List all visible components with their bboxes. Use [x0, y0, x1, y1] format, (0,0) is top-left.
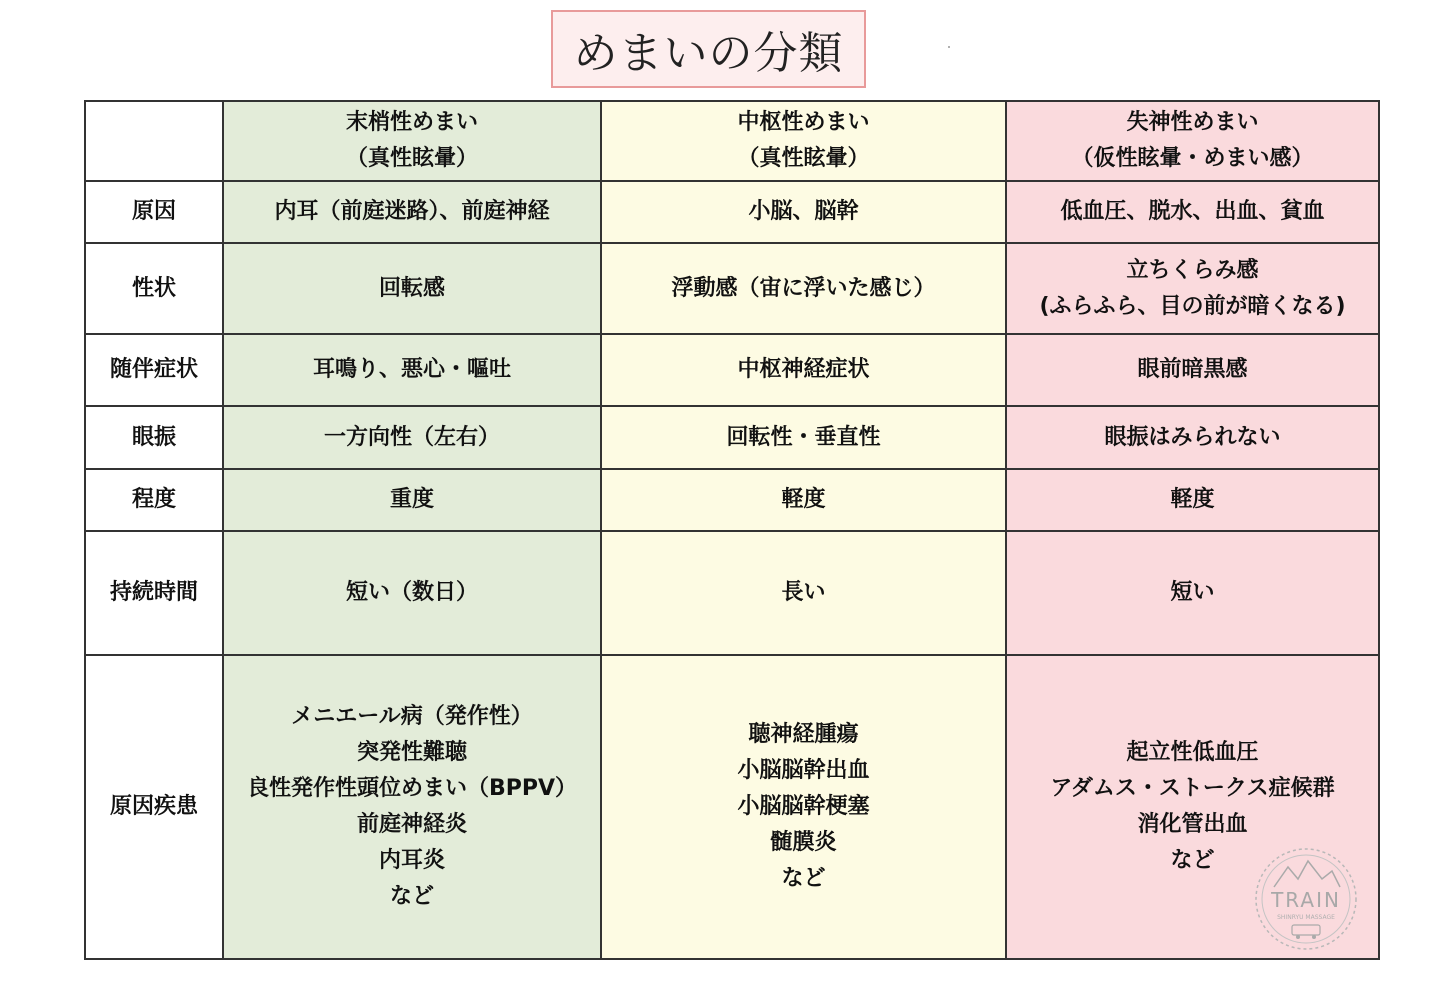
table-cell	[1006, 531, 1379, 655]
cell-line: 短い	[1170, 580, 1215, 605]
table-row	[85, 243, 1379, 334]
page-title	[551, 10, 866, 88]
table-cell	[601, 655, 1006, 959]
cell-line: 立ちくらみ感	[1126, 257, 1259, 283]
page-title-text: めまいの分類	[573, 28, 844, 79]
stamp-subtext: SHINRYU MASSAGE	[1277, 914, 1335, 921]
row-label: 原因	[85, 181, 223, 243]
cell-line: 前庭神経炎	[356, 812, 467, 837]
column-header-line: （真性眩暈）	[345, 146, 478, 171]
table-row	[85, 181, 1379, 243]
cell-line: 内耳（前庭迷路）、前庭神経	[274, 199, 550, 224]
stamp-text: TRAIN	[1271, 888, 1341, 912]
cell-line: 突発性難聴	[356, 740, 467, 765]
column-header-line: （仮性眩暈・めまい感）	[1071, 146, 1314, 171]
cell-line: 起立性低血圧	[1126, 740, 1259, 765]
cell-line: 小脳脳幹出血	[737, 758, 870, 783]
column-header-line: 中枢性めまい	[737, 110, 870, 135]
cell-line: 内耳炎	[378, 848, 445, 873]
cell-line: アダムス・ストークス症候群	[1050, 776, 1335, 801]
table-cell	[223, 531, 601, 655]
cell-line: など	[1170, 848, 1215, 873]
cell-line: 低血圧、脱水、出血、貧血	[1060, 199, 1325, 224]
cell-line: 一方向性（左右）	[323, 424, 500, 450]
column-header-line: 末梢性めまい	[345, 110, 478, 135]
cell-line: 短い（数日）	[345, 580, 478, 605]
cell-line: 長い	[781, 580, 826, 605]
column-header-line: 失神性めまい	[1126, 110, 1259, 135]
table-cell	[1006, 655, 1379, 959]
row-label: 程度	[85, 469, 223, 531]
table-cell	[223, 469, 601, 531]
column-header-peripheral	[223, 101, 601, 181]
table-cell	[601, 334, 1006, 406]
table-cell	[223, 334, 601, 406]
table-row	[85, 469, 1379, 531]
column-header-syncope	[1006, 101, 1379, 181]
classification-table	[84, 100, 1380, 960]
header-row	[85, 101, 1379, 181]
cell-line: 眼前暗黒感	[1137, 357, 1248, 382]
table-cell	[601, 181, 1006, 243]
cell-line: 良性発作性頭位めまい（BPPV）	[246, 776, 578, 801]
table-cell	[223, 406, 601, 469]
row-label: 眼振	[85, 406, 223, 469]
cell-line: 軽度	[1170, 487, 1215, 512]
cell-line: 回転感	[378, 275, 445, 301]
table-cell	[601, 469, 1006, 531]
table-cell	[1006, 469, 1379, 531]
cell-line: 回転性・垂直性	[726, 424, 881, 450]
cell-line: など	[389, 884, 434, 909]
row-label: 持続時間	[85, 531, 223, 655]
table-cell	[223, 243, 601, 334]
table-cell	[1006, 181, 1379, 243]
table-row	[85, 531, 1379, 655]
table-cell	[223, 181, 601, 243]
decorative-dot	[948, 46, 950, 48]
table-cell	[1006, 406, 1379, 469]
cell-line: 聴神経腫瘍	[748, 722, 859, 747]
corner-cell	[85, 101, 223, 181]
table-row	[85, 334, 1379, 406]
cell-line: (ふらふら、目の前が暗くなる)	[1039, 293, 1346, 319]
cell-line: 耳鳴り、悪心・嘔吐	[312, 357, 511, 382]
cell-line: 中枢神経症状	[737, 357, 870, 382]
cell-line: 重度	[389, 487, 434, 512]
row-label: 随伴症状	[85, 334, 223, 406]
cell-line: 髄膜炎	[770, 830, 837, 855]
column-header-line: （真性眩暈）	[737, 146, 870, 171]
cell-line: メニエール病（発作性）	[291, 704, 533, 729]
table-cell	[601, 406, 1006, 469]
cell-line: 軽度	[781, 487, 826, 512]
table-cell	[601, 531, 1006, 655]
row-label: 原因疾患	[85, 655, 223, 959]
cell-line: 小脳脳幹梗塞	[737, 794, 870, 819]
cell-line: など	[781, 866, 826, 891]
cell-line: 眼振はみられない	[1104, 424, 1281, 450]
cell-line: 小脳、脳幹	[748, 199, 859, 224]
table-cell	[601, 243, 1006, 334]
table-cell	[1006, 334, 1379, 406]
table-cell	[223, 655, 601, 959]
table-row	[85, 406, 1379, 469]
cell-line: 消化管出血	[1137, 812, 1248, 837]
row-label: 性状	[85, 243, 223, 334]
column-header-central	[601, 101, 1006, 181]
cell-line: 浮動感（宙に浮いた感じ）	[671, 275, 936, 301]
table-cell	[1006, 243, 1379, 334]
table-row	[85, 655, 1379, 959]
